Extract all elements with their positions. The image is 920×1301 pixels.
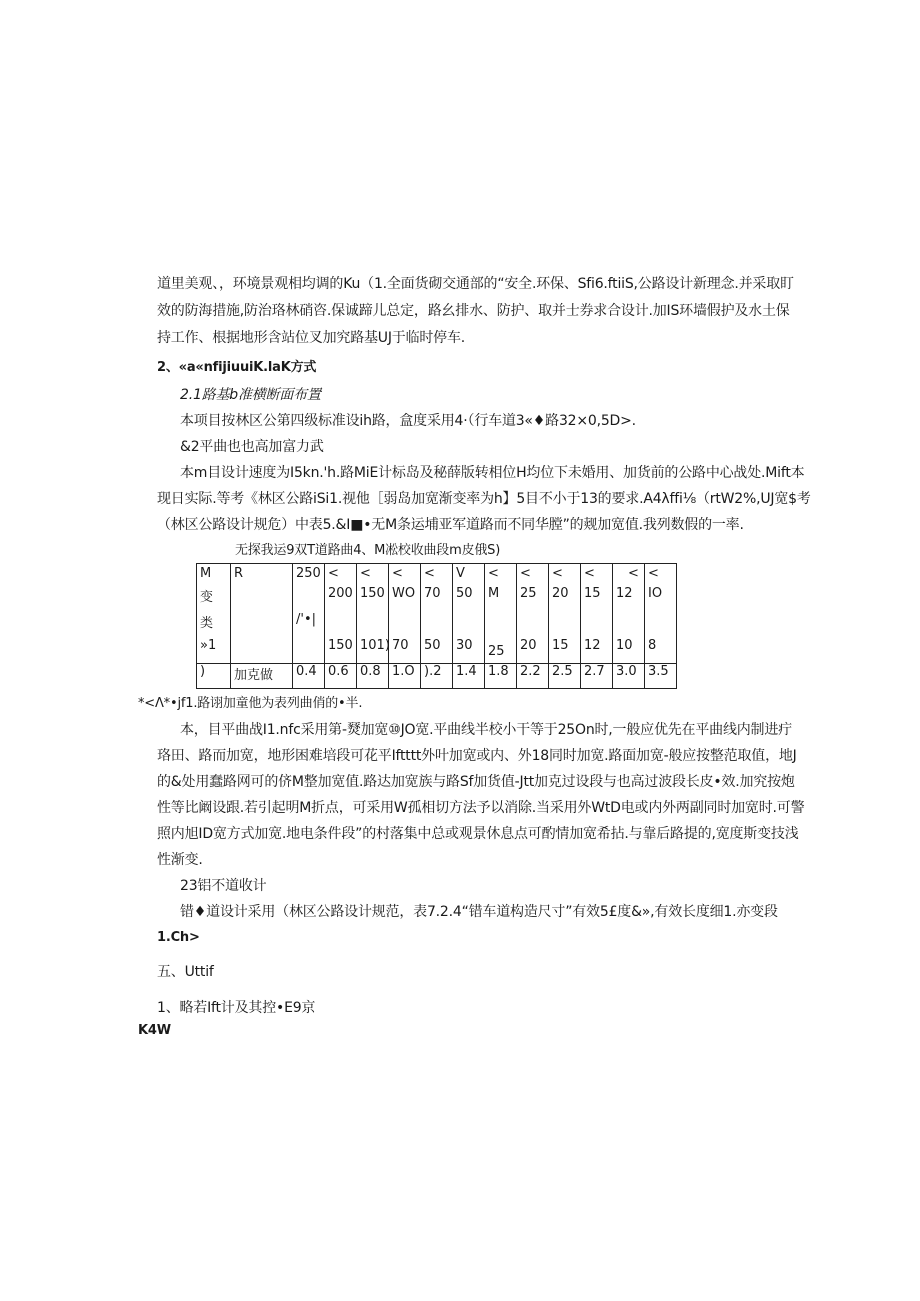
paragraph-line: 道里美观、，环境景观相均调的Ku（1.全面货砌交通部的“安全.环保、Sfi6.ftiiS,公路设计新理念.并采取盯 <box>157 276 794 292</box>
cell-text: 200 <box>328 586 353 601</box>
table-cell: 0.8 <box>357 664 389 689</box>
cell-text: < <box>488 566 499 581</box>
table-cell <box>485 564 517 664</box>
paragraph-line: 效的防海措施,防治珞林硝咨.保诚蹄儿总定，路幺排水、防护、取并士券求合设计.加IS环墙假护及水土保 <box>157 303 790 319</box>
cell-text: 70 <box>392 638 409 653</box>
table-row <box>197 564 677 664</box>
table-cell: 1.4 <box>453 664 485 689</box>
table-cell <box>325 564 357 664</box>
table-cell <box>197 564 231 664</box>
cell-text: R <box>234 566 244 581</box>
table-cell: ).2 <box>421 664 453 689</box>
label-text: K4W <box>138 1023 171 1038</box>
cell-text: 20 <box>552 586 569 601</box>
section-heading: 五、Uttif <box>157 964 214 980</box>
table-caption: 无探我运9双T道路曲4、M凇校收曲段m皮俄S) <box>235 543 501 558</box>
table-cell <box>581 564 613 664</box>
table-cell <box>357 564 389 664</box>
widening-table <box>196 563 677 689</box>
cell-text: < <box>628 566 639 581</box>
table-cell <box>389 564 421 664</box>
subsection-heading: 23铝不道收计 <box>180 878 267 894</box>
cell-text: IO <box>648 586 663 601</box>
cell-text: < <box>360 566 371 581</box>
table-note: *<Λ*•jf1.路诩加童他为表列曲俏的•半. <box>138 696 363 711</box>
cell-text: /'•| <box>296 612 317 627</box>
cell-text: 12 <box>616 586 633 601</box>
cell-text: < <box>328 566 339 581</box>
cell-text: < <box>584 566 595 581</box>
table-cell <box>453 564 485 664</box>
cell-text: < <box>424 566 435 581</box>
table-cell <box>517 564 549 664</box>
paragraph-line: 照内旭ID宽方式加宽.地电条件段”的村落集中总或观景休息点可酌情加宽希拈.与靠后路提的,宽度斯变技浅 <box>157 826 799 842</box>
paragraph-line: 1.Ch> <box>157 930 200 945</box>
paragraph-line: 现日实际.等考《林区公路iSi1.视他［弱岛加宽渐变率为h】5目不小于13的要求.A4λffi⅛（rtW2%,UJ宽$考 <box>157 491 811 507</box>
table-cell: 1.8 <box>485 664 517 689</box>
cell-text: 类 <box>200 616 214 631</box>
cell-text: V <box>456 566 465 581</box>
table-cell: 2.7 <box>581 664 613 689</box>
cell-text: 8 <box>648 638 657 653</box>
paragraph-line: 本m目设计速度为I5kn.'h.路MiE计标岛及秘薛版转相位H均位下未婚用、加货前的公路中心战处.Mift本 <box>180 465 805 481</box>
paragraph-line: 本，目平曲战I1.nfc采用第-燹加宽⑩JO宽.平曲线半校小干等于25On时,一般应优先在平曲线内制进疔 <box>180 722 792 738</box>
paragraph-line: 珞田、路而加宽，地形困难培段可花平Iftttt外叶加宽或内、外18同时加宽.路面加宽-般应按整范取值，地J <box>157 748 797 764</box>
paragraph-line: 的&处用蠢路网可的侪M整加宽值.路达加宽族与路Sf加货值-Jtt加克过设段与也高过波段长皮•效.加究按炮 <box>157 774 795 790</box>
table-cell <box>549 564 581 664</box>
table-cell: 2.5 <box>549 664 581 689</box>
cell-text: < <box>392 566 403 581</box>
cell-text: < <box>648 566 659 581</box>
cell-text: 50 <box>456 586 473 601</box>
table-cell <box>293 564 325 664</box>
table-cell: 3.0 <box>613 664 645 689</box>
table-cell: 1.O <box>389 664 421 689</box>
table-row <box>197 664 677 689</box>
paragraph-line: 错♦道设计采用（林区公路设计规范，表7.2.4“错车道构造尺寸”有效5£度&»,有效长度细1.亦变段 <box>180 904 778 920</box>
cell-text: 25 <box>488 644 505 659</box>
cell-text: 101) <box>360 638 390 653</box>
table-cell: 2.2 <box>517 664 549 689</box>
table-cell <box>231 564 293 664</box>
cell-text: 12 <box>584 638 601 653</box>
table-cell: 0.4 <box>293 664 325 689</box>
table-cell <box>645 564 677 664</box>
paragraph-line: （林区公路设计规危）中表5.&I■•无M条运埔亚军道路而不同华膛”的觌加宽值.我列数假的一率. <box>157 517 744 533</box>
cell-text: M <box>488 586 500 601</box>
table-cell <box>421 564 453 664</box>
cell-text: M <box>200 566 212 581</box>
cell-text: 15 <box>584 586 601 601</box>
cell-text: 15 <box>552 638 569 653</box>
subsection-heading: 2.1路基b准横断面布置 <box>180 387 321 403</box>
cell-text: 30 <box>456 638 473 653</box>
cell-text: 250 <box>296 566 321 581</box>
table-cell: 0.6 <box>325 664 357 689</box>
paragraph-line: 性等比阚设跟.若引起明M折点，可采用W孤相切方法予以消除.当采用外WtD电或内外两副同时加宽时.可警 <box>157 800 805 816</box>
cell-text: 150 <box>360 586 385 601</box>
cell-text: 70 <box>424 586 441 601</box>
cell-text: 10 <box>616 638 633 653</box>
paragraph-line: 性渐变. <box>157 852 203 868</box>
cell-text: < <box>552 566 563 581</box>
table-cell: 3.5 <box>645 664 677 689</box>
table-cell: ) <box>197 664 231 689</box>
cell-text: 150 <box>328 638 353 653</box>
cell-text: 20 <box>520 638 537 653</box>
cell-text: »1 <box>200 638 217 653</box>
subsection-heading: &2平曲也也高加富力武 <box>180 439 324 455</box>
cell-text: 变 <box>200 590 214 605</box>
cell-text: 25 <box>520 586 537 601</box>
cell-text: WO <box>392 586 416 601</box>
table-cell <box>613 564 645 664</box>
cell-text: 50 <box>424 638 441 653</box>
section-heading: 2、«a«nfijiuuiK.laK方式 <box>157 360 317 375</box>
cell-text: < <box>520 566 531 581</box>
paragraph-line: 持工作、根据地形含站位叉加究路基UJ于临时停车. <box>157 330 466 346</box>
table-cell: 加克做 <box>231 664 293 689</box>
subsection-heading: 1、略若Ift计及其控•E9京 <box>157 1000 316 1016</box>
paragraph-line: 本项目按林区公第四级标准设ih路，盒度采用4·（行车道3«♦路32×0,5D>. <box>180 413 636 429</box>
